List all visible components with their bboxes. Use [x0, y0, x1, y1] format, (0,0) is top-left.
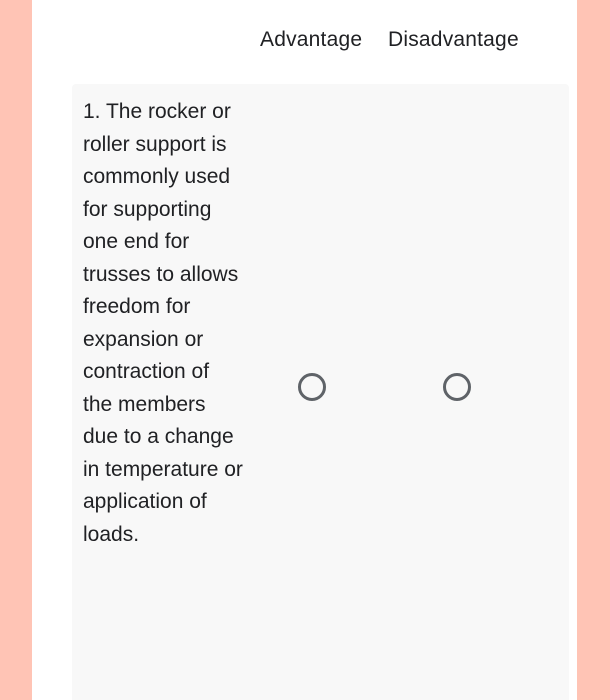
- column-header-advantage: Advantage: [260, 28, 363, 51]
- grid-row: [72, 84, 569, 700]
- radio-advantage[interactable]: [298, 373, 326, 401]
- radio-disadvantage[interactable]: [443, 373, 471, 401]
- row-question-text: 1. The rocker or roller support is commonly used for supporting one end for trusses to allows freedom for expansion or contraction of the members due to a change in temperature or application of loads.: [83, 100, 243, 546]
- question-card: [32, 0, 577, 700]
- column-header-disadvantage: Disadvantage: [388, 28, 519, 51]
